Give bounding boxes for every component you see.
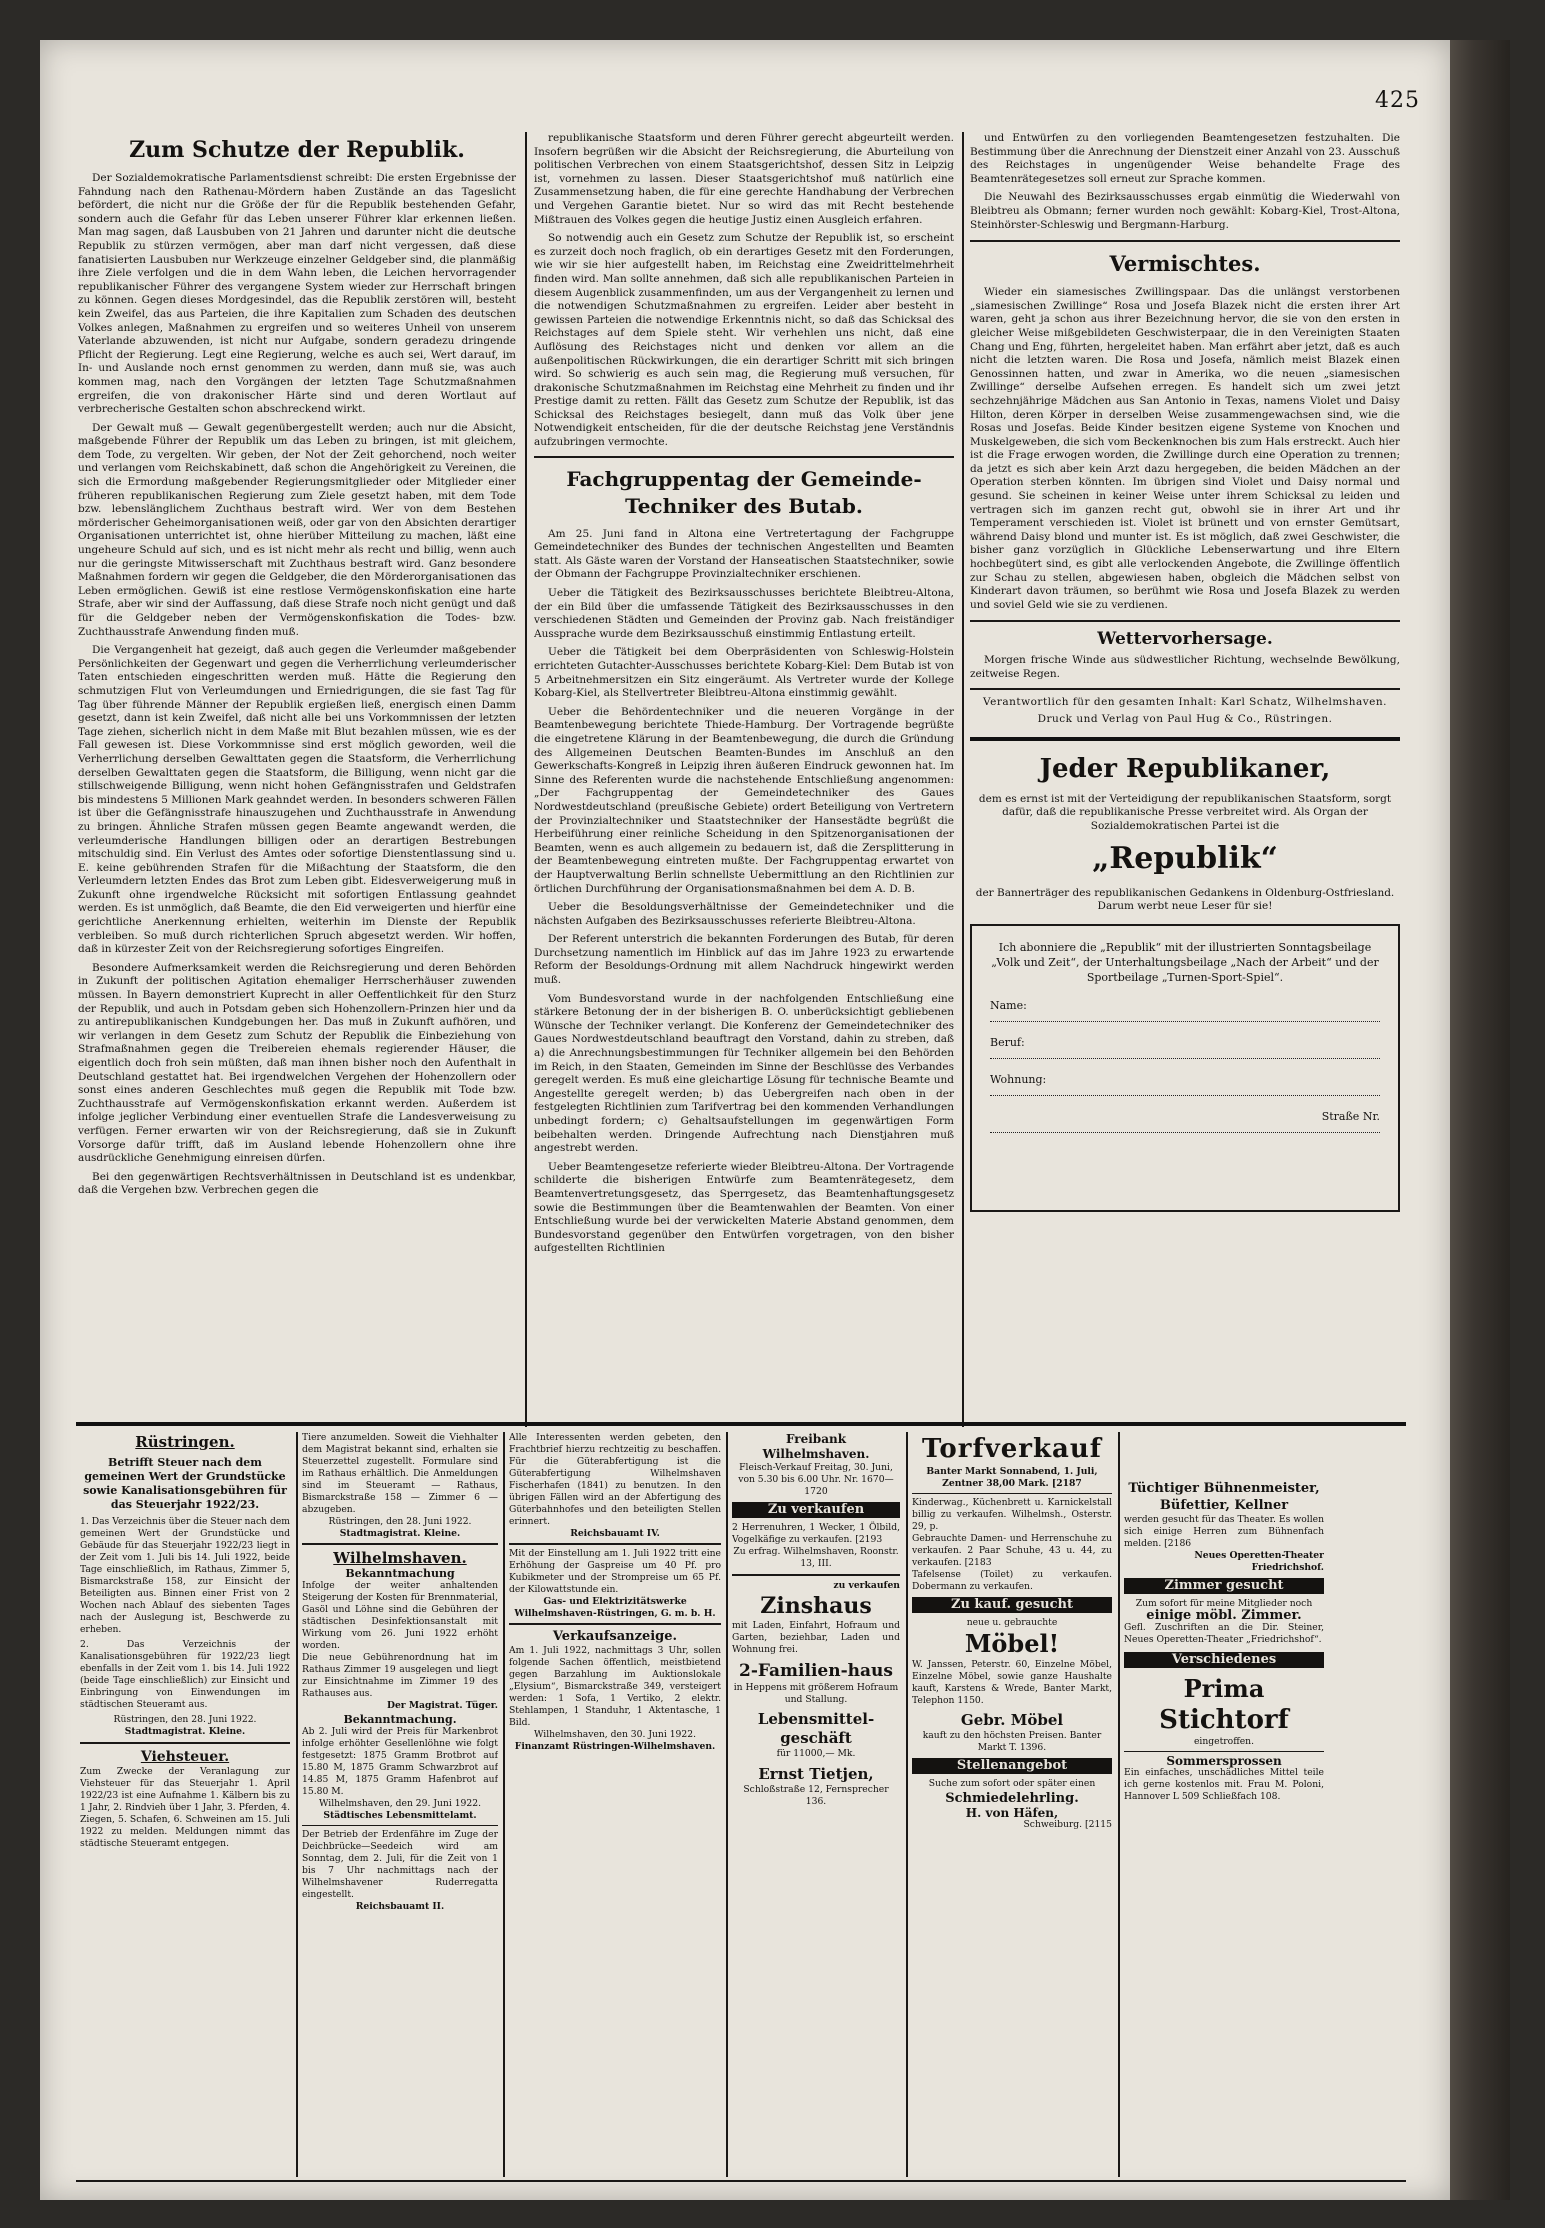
ad-divider <box>906 1432 908 2177</box>
ad-text: Fleisch-Verkauf Freitag, 30. Juni, von 5.30 bis 6.00 Uhr. Nr. 1670—1720 <box>738 1462 894 1497</box>
article-paragraph: Der Sozialdemokratische Parlamentsdienst schreibt: Die ersten Ergebnisse der Fahndung nach den Rathenau-Mördern haben Zustände an das Tageslicht befördert, die nicht nur die Größe der für die Republik bestehenden Gefahr, sondern auch die Gefahr für das Leben unserer Führer klar erkennen ließen. Man mag sagen, daß Lausbuben von 21 Jahren und darunter nicht die deutsche Republik zu stürzen vermögen, aber man darf nicht vergessen, daß diese fanatisierten Lausbuben nur Werkzeuge einzelner Geldgeber sind, die planmäßig ihre Ziele verfolgen und die in dem Wahn leben, die Leichen hervorragender republikanischer Führer des vergangene System wieder zur Herrschaft bringen zu können. Gegen dieses Mordgesindel, das die Republik zerstören will, besteht kein Zweifel, das aus Parteien, die ihre Kapitalien zum Schaden des deutschen Volkes anlegen, Maßnahmen zu ergreifen und so weiteres Unheil von unserem Vaterlande abzuwenden, ist nicht nur Aufgabe, sondern geradezu dringende Pflicht der Regierung. Legt eine Regierung, welche es auch sei, Wert darauf, im In- und Auslande noch ernst genommen zu werden, dann muß sie, was auch kommen mag, nach den Vorgängen der letzten Tage Schutzmaßnahmen ergreifen, die von drakonischer Härte sind und deren Wortlaut auf verbrecherische Gestalten schon abschreckend wirkt. <box>78 172 516 416</box>
ad-address: Schloßstraße 12, Fernsprecher 136. <box>743 1784 889 1807</box>
ad-place-date: Wilhelmshaven, den 29. Juni 1922. <box>318 1798 482 1809</box>
ad-signature: Der Magistrat. Tüger. <box>386 1700 498 1711</box>
ad-text: 2. Das Verzeichnis der Kanalisationsgebühren für 1922/23 liegt ebenfalls in der Zeit vom 1. bis 14. Juli 1922 (beide Tage einschließlich) zur Einsicht und Einbringung von Einwendungen im städtischen Steueramt aus. <box>80 1639 290 1710</box>
ad-place-date: Rüstringen, den 28. Juni 1922. <box>328 1516 472 1527</box>
ad-text: Gebrauchte Damen- und Herrenschuhe zu verkaufen. 2 Paar Schuhe, 43 u. 44, zu verkaufen. [2183 <box>912 1533 1112 1568</box>
article-paragraph: Ueber Beamtengesetze referierte wieder Bleibtreu-Altona. Der Vortragende schilderte die bisherigen Entwürfe zum Beamtenrätegesetz, dem Beamtenvertretungsgesetz, das Sperrgesetz, das Beamtenhaftungsgesetz sowie die Bestimmungen über die Beamtenwahlen der Beamten. Von einer Entschließung wurde bei der verwickelten Materie Abstand genommen, dem Bundesvorstand gegenüber den Entwürfen vorgetragen, von den bisher aufgestellten Richtlinien <box>534 1160 954 1255</box>
ad-text: werden gesucht für das Theater. Es wollen sich einige Herren zum Bühnenfach melden. [2186 <box>1124 1514 1324 1549</box>
ad-title-freibank: Freibank Wilhelmshaven. <box>762 1432 870 1461</box>
form-name-label: Name: <box>990 998 1027 1012</box>
article-column-2 <box>534 132 954 1424</box>
ad-text: Ab 2. Juli wird der Preis für Markenbrot infolge erhöhter Gesellenlöhne wie folgt festgesetzt: 1875 Gramm Brotbrot auf 15.80 M, 1875 Gramm Schwarzbrot auf 14.85 M, 1875 Gramm Hafenbrot auf 15.80 M. <box>302 1726 498 1797</box>
form-beruf-line[interactable] <box>990 1036 1380 1059</box>
ad-title-viehsteuer: Viehsteuer. <box>140 1749 230 1765</box>
ad-signature: Stadtmagistrat. Kleine. <box>124 1726 246 1737</box>
ad-headline-zinshaus: Zinshaus <box>760 1593 872 1619</box>
ad-signature: Stadtmagistrat. Kleine. <box>339 1528 461 1539</box>
column-divider <box>525 132 527 1427</box>
promo-newspaper-name: „Republik“ <box>1092 840 1278 876</box>
ad-text: Alle Interessenten werden gebeten, den Frachtbrief hierzu rechtzeitig zu beschaffen. Für die Güterabfertigung ist die Güterabfertigung Wilhelmshaven Fischerhafen (1841) zu benutzen. In den übrigen Fällen wird an der Abfertigung des Güterbahnhofes und den beteiligten Stellen erinnert. <box>509 1432 721 1527</box>
article-paragraph: Am 25. Juni fand in Altona eine Vertretertagung der Fachgruppe Gemeindetechniker des Bundes der technischen Angestellten und Beamten statt. Als Gäste waren der Vorstand der Hanseatischen Staatstechniker, sowie der Obmann der Fachgruppe Provinzialtechniker erschienen. <box>534 527 954 581</box>
ad-text: eingetroffen. <box>1193 1736 1255 1747</box>
ad-text: in Heppens mit größerem Hofraum und Stallung. <box>733 1682 899 1705</box>
article-paragraph: Ueber die Tätigkeit des Bezirksausschusses berichtete Bleibtreu-Altona, der ein Bild über die umfassende Tätigkeit des Bezirksausschusses in den verschiedenen Städten und Gemeinden der Provinz gab. Nach freiständiger Aussprache wurde dem Bezirksausschuß einstimmig Entlastung erteilt. <box>534 587 954 640</box>
form-wohnung-line[interactable] <box>990 1073 1380 1096</box>
ad-subtitle: zu verkaufen <box>833 1580 900 1591</box>
ad-title-wilhelmshaven: Wilhelmshaven. <box>333 1549 467 1567</box>
section-title-weather: Wettervorhersage. <box>1097 629 1273 650</box>
form-beruf-label: Beruf: <box>990 1035 1025 1049</box>
imprint-editor: Verantwortlich für den gesamten Inhalt: Karl Schatz, Wilhelmshaven. <box>983 695 1387 708</box>
ad-title-verkaufsanzeige: Verkaufsanzeige. <box>552 1629 678 1644</box>
ad-text: Tiere anzumelden. Soweit die Viehhalter dem Magistrat bekannt sind, erhalten sie Steuerzettel zugestellt. Formulare sind im Rathaus erhältlich. Die Anmeldungen sind im Steueramt — Rathaus, Bismarckstraße 158 — Zimmer 6 — abzugeben. <box>302 1432 498 1515</box>
ad-headline-prima: Prima <box>1183 1674 1265 1703</box>
ad-text: Zu erfrag. Wilhelmshaven, Roonstr. 13, III. <box>733 1546 899 1569</box>
ad-column-4 <box>732 1432 900 2177</box>
ad-banner-stellenangebot: Stellenangebot <box>912 1758 1112 1774</box>
ad-text: Mit der Einstellung am 1. Juli 1922 tritt eine Erhöhung der Gaspreise um 40 Pf. pro Kubikmeter und der Strompreise um 65 Pf. der Kilowattstunde ein. <box>509 1548 721 1595</box>
ad-text: Am 1. Juli 1922, nachmittags 3 Uhr, sollen folgende Sachen öffentlich, meistbietend gegen Barzahlung im Auktionslokale „Elysium“, Bismarckstraße 349, versteigert werden: 1 Sofa, 1 Vertiko, 2 elektr. Stehlampen, 1 Standuhr, 1 Aktentasche, 1 Bild. <box>509 1645 721 1728</box>
ad-text: für 11000,— Mk. <box>776 1748 856 1759</box>
form-wohnung-label: Wohnung: <box>990 1072 1047 1086</box>
ad-banner-verschiedenes: Verschiedenes <box>1124 1652 1324 1668</box>
ad-headline-lehrling: Schmiedelehrling. <box>945 1791 1079 1806</box>
article-paragraph: Ueber die Behördentechniker und die neueren Vorgänge in der Beamtenbewegung berichtete Thiede-Hamburg. Der Vortragende begrüßte die eingetretene Klärung in der Beamtenbewegung, die durch die Gründung des Allgemeinen Deutschen Beamten-Bundes im Anschluß an den Gewerkschafts-Kongreß in Leipzig ihren äußeren Eindruck gewonnen hat. Im Sinne des Referenten wurde die nachstehende Entschließung angenommen: „Der Fachgruppentag der Gemeindetechniker des Gaues Nordwestdeutschland (preußische Gebiete) ordert Beteiligung von Vertretern der Provinzialtechniker und Staatstechniker der Hansestädte begrüßt die Herbeiführung einer reinliche Scheidung in den Spitzenorganisationen der Beamten, wenn es auch allgemein zu bedauern ist, daß die Zersplitterung in der Beamtenbewegung eintreten mußte. Der Fachgruppentag erwartet von der Hauptverwaltung Berlin schnellste Uebermittlung an den Richtlinien zur örtlichen Durchführung der Organisationsmaßnahmen bei dem A. D. B. <box>534 705 954 895</box>
article-title-fachgruppentag: Fachgruppentag der Gemeinde-Techniker des Butab. <box>566 466 922 518</box>
ad-text: Infolge der weiter anhaltenden Steigerung der Kosten für Brennmaterial, Gasöl und Löhne sind die Gebühren der städtischen Desinfektionsanstalt mit Wirkung vom 26. Juni 1922 erhöht worden. <box>302 1580 498 1651</box>
ad-text: Tafelsense (Toilet) zu verkaufen. Dobermann zu verkaufen. <box>912 1569 1112 1592</box>
ad-subtitle: Bekanntmachung. <box>343 1713 457 1726</box>
ad-signature: Gas- und Elektrizitätswerke Wilhelmshaven-Rüstringen, G. m. b. H. <box>514 1596 716 1619</box>
article-column-1 <box>78 130 516 1420</box>
ad-place-date: Rüstringen, den 28. Juni 1922. <box>113 1714 257 1725</box>
ad-divider <box>296 1432 298 2177</box>
ad-subtitle: Bekanntmachung <box>345 1567 455 1580</box>
article-paragraph: Der Referent unterstrich die bekannten Forderungen des Butab, für deren Durchsetzung namentlich im Hinblick auf das im Jahre 1923 zu erwartende Reform der Besoldungs-Ordnung mit allem Nachdruck hingewirkt werden muß. <box>534 933 954 987</box>
ad-column-2 <box>302 1432 498 2177</box>
ad-divider <box>1118 1432 1120 2177</box>
ad-divider <box>726 1432 728 2177</box>
promo-text: dem es ernst ist mit der Verteidigung der republikanischen Staatsform, sorgt dafür, daß die republikanische Presse verbreitet wird. Als Organ der Sozialdemokratischen Partei ist die <box>978 792 1392 832</box>
article-paragraph: So notwendig auch ein Gesetz zum Schutze der Republik ist, so erscheint es zurzeit doch noch fraglich, ob ein derartiges Gesetz mit den Forderungen, wie wir sie hier aufgestellt haben, im Reichstag eine Zweidrittelmehrheit finden wird. Man sollte annehmen, daß sich alle republikanischen Parteien in diesem Augenblick zusammenfinden, um aus der Vergangenheit zu lernen und die notwendigen Schutzmaßnahmen zu ergreifen. Leider aber besteht in gewissen Parteien die notwendige Erkenntnis nicht, so daß das Schicksal des Reichstages auf dem Spiele steht. Wir verhehlen uns nicht, daß eine Auflösung des Reichstages nicht und denken vor allem an die außenpolitischen Rückwirkungen, die ein derartiger Schritt mit sich bringen wird. So schwierig es auch sein mag, die Regierung muß versuchen, für drakonische Schutzmaßnahmen im Reichstag eine Mehrheit zu finden und ihr Prestige damit zu retten. Fällt das Gesetz zum Schutze der Republik, ist das Schicksal des Reichstages besiegelt, dann muß das Volk über jene Notwendigkeit entscheiden, für die der deutsche Reichstag jene Verständnis aufzubringen vermochte. <box>534 232 954 449</box>
page-number: 425 <box>1375 88 1420 113</box>
section-title-vermischtes: Vermischtes. <box>1109 251 1261 277</box>
article-title-schutz-republik: Zum Schutze der Republik. <box>129 137 465 163</box>
article-column-3 <box>970 132 1400 1422</box>
ad-section-bottom-rule <box>76 2180 1406 2182</box>
ad-banner-zu-verkaufen: Zu verkaufen <box>732 1502 900 1518</box>
ad-text: kauft zu den höchsten Preisen. Banter Markt T. 1396. <box>922 1730 1102 1753</box>
ad-signature: Reichsbauamt IV. <box>570 1528 660 1539</box>
ad-banner-zu-kaufen-gesucht: Zu kauf. gesucht <box>912 1597 1112 1613</box>
newspaper-page <box>40 40 1450 2200</box>
ad-text: Ein einfaches, unschädliches Mittel teile ich gerne kostenlos mit. Frau M. Poloni, Hannover L 509 Schließfach 108. <box>1124 1767 1324 1802</box>
article-paragraph: und Entwürfen zu den vorliegenden Beamtengesetzen festzuhalten. Die Bestimmung über die Anrechnung der Dienstzeit einer Anzahl von 23. Ausschuß des Reichstages in ungenügender Weise behandelte Frage des Beamtenrätegesetzes soll erneut zur Sprache kommen. <box>970 132 1400 185</box>
article-paragraph: republikanische Staatsform und deren Führer gerecht abgeurteilt werden. Insofern begrüßen wir die Absicht der Reichsregierung, die Aburteilung von politischen Verbrechen von einem Staatsgerichtshof, dessen Sitz in Leipzig ist, vornehmen zu lassen. Dieser Staatsgerichtshof muß natürlich eine Zusammensetzung haben, die für eine gerechte Handhabung der Verbrechen und Vergehen Garantie bietet. Nur so wird das mit Recht bestehende Mißtrauen des Volkes gegen die heutige Justiz einen Ausgleich erfahren. <box>534 132 954 226</box>
ad-subtitle: Neues Operetten-Theater Friedrichshof. <box>1194 1550 1324 1573</box>
promo-text: der Bannerträger des republikanischen Gedankens in Oldenburg-Ostfriesland. Darum werbt neue Leser für sie! <box>975 886 1395 913</box>
ad-text: Zum sofort für meine Mitglieder noch <box>1135 1598 1313 1609</box>
ad-address: Schweiburg. [2115 <box>1023 1819 1112 1830</box>
ad-headline-stellen: Tüchtiger Bühnenmeister, Büfettier, Kellner <box>1128 1481 1320 1513</box>
article-paragraph: Bei den gegenwärtigen Rechtsverhältnissen in Deutschland ist es undenkbar, daß die Vergehen bzw. Verbrechen gegen die <box>78 1170 516 1197</box>
article-paragraph: Vom Bundesvorstand wurde in der nachfolgenden Entschließung eine stärkere Betonung der in der bisherigen B. O. unberücksichtigt gebliebenen Wünsche der Techniker verlangt. Die Konferenz der Gemeindetechniker des Gaues Nordwestdeutschland beauftragt den Vorstand, dahin zu streben, daß a) die Anrechnungsbestimmungen für Techniker allgemein bei den Behörden im Reich, in den Staaten, Gemeinden im Sinne der Beschlüsse des Verbandes geregelt werden. Es muß eine gleichartige Lösung für technische Beamte und Angestellte geregelt werden; b) das Uebergreifen nach oben in der festgelegten Richtlinien zum Tarifvertrag bei den kommenden Verhandlungen unbedingt fordern; c) Gehaltsaufstellungen im gegenwärtigen Form beibehalten werden. Dringende Aufrechtung nach Dienstjahren muß angestrebt werden. <box>534 992 954 1155</box>
article-paragraph: Der Gewalt muß — Gewalt gegenübergestellt werden; auch nur die Absicht, maßgebende Führer der Republik um das Leben zu bringen, ist mit gleichem, dem Tode, zu vergelten. Wir geben, der Not der Zeit gehorchend, noch weiter und verlangen vom Reichskabinett, daß schon die Angehörigkeit zu Vereinen, die sich die Ermordung maßgebender Regierungsmitglieder oder Mitglieder einer früheren republikanischen Regierung zum Ziele gesetzt haben, mit dem Tode bzw. lebenslänglichem Zuchthaus bestraft wird. Wer von dem Bestehen mörderischer Geheimorganisationen weiß, oder gar von den Absichten derartiger Organisationen unterrichtet ist, ohne hierüber Mitteilung zu machen, läßt eine ungeheure Schuld auf sich, und es ist nicht mehr als recht und billig, wenn auch nur die geringste Mitwisserschaft mit Zuchthaus bestraft wird. Ganz besondere Maßnahmen fordern wir gegen die Geldgeber, die den Mörderorganisationen das Leben ermöglichen. Gewiß ist eine restlose Vermögenskonfiskation eine harte Strafe, aber wir sind der Auffassung, daß diese Strafe noch nicht genügt und daß für die Geldgeber neben der Vermögenskonfiskation die Todes- bzw. Zuchthausstrafe Anwendung finden muß. <box>78 421 516 638</box>
ad-headline-zimmer: einige möbl. Zimmer. <box>1146 1608 1302 1623</box>
column-divider <box>962 132 964 1427</box>
article-paragraph: Wieder ein siamesisches Zwillingspaar. Das die unlängst verstorbenen „siamesischen Zwillinge“ Rosa und Josefa Blazek nicht die ersten ihrer Art waren, geht ja schon aus ihrer Bezeichnung hervor, die sie von den ersten in gleicher Weise mißgebildeten Geschwisterpaar, die in den Vereinigten Staaten Chang und Eng, führten, hergeleitet haben. Man erfährt aber jetzt, daß es auch nicht die letzten waren. Die Rosa und Josefa, nämlich meist Blazek einen Genossinnen hatten, und zwar in Amerika, wo die neuen „siamesischen Zwillinge“ derselbe Aufsehen erregen. Es handelt sich um zwei jetzt sechzehnjährige Mädchen aus San Antonio in Texas, namens Violet und Daisy Hilton, deren Körper in derselben Weise zusammengewachsen sind, wie die Rosas und Josefas. Beide Kinder besitzen eigene Systeme von Knochen und Muskelgeweben, die sich vom Beckenknochen bis zum Hals erstreckt. Auch hier ist die Frage erwogen worden, die Zwillinge durch eine Operation zu trennen; da jetzt es sich aber kein Arzt dazu hergegeben, die beiden Mädchen an der Operation sterben könnten. Im übrigen sind Violet und Daisy normal und gesund. Sie scheinen in keiner Weise unter ihrem Schicksal zu leiden und vertragen sich im ganzen recht gut, obwohl sie in ihrer Art und ihr Temperament verschieden ist. Violet ist brünett und von ernster Gemütsart, während Daisy blond und munter ist. Es ist möglich, daß zwei Geschwister, die bisher ganz vorzüglich in Glückliche Lebenserwartung und ihre Eltern hochbegütert sind, es gibt alle verlockenden Angebote, die Zwillinge öffentlich zur Schau zu stellen, abgewiesen haben, obgleich die Mädchen selbst von Kinderart davon träumen, so berühmt wie Rosa und Josefa Blazek zu werden und soviel Geld wie sie zu verdienen. <box>970 286 1400 611</box>
ad-subtitle-steuer: Betrifft Steuer nach dem gemeinen Wert der Grundstücke sowie Kanalisationsgebühren für das Steuerjahr 1922/23. <box>83 1456 287 1511</box>
book-binding-edge <box>1450 40 1510 2200</box>
ad-banner-zimmer-gesucht: Zimmer gesucht <box>1124 1578 1324 1594</box>
form-street-label: Straße Nr. <box>1321 1109 1380 1123</box>
ad-text: Der Betrieb der Erdenfähre im Zuge der Deichbrücke—Seedeich wird am Sonntag, dem 2. Juli, für die Zeit von 1 bis 7 Uhr nachmittags nach der Wilhelmshavener Ruderregatta eingestellt. <box>302 1829 498 1900</box>
ad-text: 1. Das Verzeichnis über die Steuer nach dem gemeinen Wert der Grundstücke und Gebäude für das Steuerjahr 1922/23 liegt in der Zeit vom 1. Juli bis 14. Juli 1922, beide Tage einschließlich, im Rathaus, Zimmer 5, Bismarckstraße 158, zur Einsicht der Beteiligten aus. Binnen einer Frist von 2 Wochen nach Ablauf des siebenten Tages nach der Auslegung ist, Beschwerde zu erheben. <box>80 1516 290 1635</box>
promo-title: Jeder Republikaner, <box>1039 753 1331 784</box>
article-paragraph: Ueber die Tätigkeit bei dem Oberpräsidenten von Schleswig-Holstein errichteten Gutachter-Ausschusses berichtete Kobarg-Kiel: Dem Butab ist von 5 Arbeitnehmersitzen ein Sitz eingeräumt. Als Vertreter wurde der Kollege Kobarg-Kiel, als Stellvertreter Bleibtreu-Altona einstimmig gewählt. <box>534 646 954 700</box>
article-paragraph: Die Vergangenheit hat gezeigt, daß auch gegen die Verleumder maßgebender Persönlichkeiten der Gegenwart und gegen die Verherrlichung verleumderischer Taten entschieden eingeschritten werden muß. Hätte die Regierung den schmutzigen Flut von Verleumdungen und Erniedrigungen, die sie fast Tag für Tag über führende Männer der Republik ergießen ließ, energisch einen Damm gesetzt, dann ist kein Zweifel, daß nicht alle bei uns Vorkommnissen der letzten Tage ziehen, sicherlich nicht in dem Maße mit Blut bezahlen müssen, wie es der Fall gewesen ist. Diese Vorkommnisse sind erst möglich geworden, weil die Verherrlichung derselben Gewalttaten gegen die Staatsform, die Verherrlichung derselben Gewalttaten gegen die Staatsform, die Billigung, wenn nicht gar die stillschweigende Billigung, wenn nicht hohen Gefängnisstrafen und Geldstrafen bis mindestens 5 Millionen Mark geahndet werden. In besonders schweren Fällen ist über die Gefängnisstrafe hinauszugehen und Zuchthausstrafe in Anwendung zu bringen. Ähnliche Strafen müssen gegen Beamte angewandt werden, die verleumderische Handlungen billigen oder an derartigen Bestrebungen mitschuldig sind. Ein Verlust des Amtes oder sofortige Dienstentlassung sind u. E. keine gebührenden Strafen für die Mißachtung der Staatsform, die den Verleumdern letzten Endes das Brot zum Leben gibt. Eidesverweigerung muß in Zukunft ohne irgendwelche Rücksicht mit sofortigen Entlassung geahndet werden. Es ist unmöglich, daß Beamte, die den Eid verweigerten und hierfür eine gerichtliche Anerkennung erhielten, weiterhin im Dienste der Republik verbleiben. So muß durch richterlichen Spruch abgesetzt werden. Wir hoffen, daß in kürzester Zeit von der Reichsregierung sofortiges Eingreifen. <box>78 644 516 956</box>
ad-advertiser-name: Ernst Tietjen, <box>758 1765 874 1783</box>
subscription-form <box>970 924 1400 1212</box>
ad-column-3 <box>509 1432 721 2177</box>
ad-signature: Finanzamt Rüstringen-Wilhelmshaven. <box>514 1741 716 1752</box>
ad-text: Suche zum sofort oder später einen <box>928 1778 1096 1789</box>
ad-section-top-rule <box>76 1422 1406 1426</box>
ad-divider <box>503 1432 505 2177</box>
ad-headline-gebr-moebel: Gebr. Möbel <box>960 1711 1064 1729</box>
ad-text: Gefl. Zuschriften an die Dir. Steiner, Neues Operetten-Theater „Friedrichshof“. <box>1124 1622 1324 1645</box>
ad-title-ruestringen: Rüstringen. <box>135 1433 235 1451</box>
ad-headline-torfverkauf: Torfverkauf <box>922 1434 1102 1464</box>
article-paragraph: Die Neuwahl des Bezirksausschusses ergab einmütig die Wiederwahl von Bleibtreu als Obmann; ferner wurden noch gewählt: Kobarg-Kiel, Trost-Altona, Steinhörster-Schleswig und Bergmann-Harburg. <box>970 191 1400 231</box>
ad-text: W. Janssen, Peterstr. 60, Einzelne Möbel, Einzelne Möbel, sowie ganze Haushalte kauft, Karstens & Wrede, Banter Markt, Telephon 1150. <box>912 1659 1112 1706</box>
form-street-line[interactable] <box>990 1110 1380 1133</box>
ad-headline-familienhaus: 2-Familien-haus <box>739 1661 893 1681</box>
ad-text: Die neue Gebührenordnung hat im Rathaus Zimmer 19 ausgelegen und liegt zur Einsichtnahme im Zimmer 19 des Rathauses aus. <box>302 1652 498 1699</box>
ad-text: Zum Zwecke der Veranlagung zur Viehsteuer für das Steuerjahr 1. April 1922/23 ist eine Aufnahme 1. Kälbern bis zu 1 Jahr, 2. Rindvieh über 1 Jahr, 3. Pferden, 4. Ziegen, 5. Schafen, 6. Schweinen am 15. Juli 1922 zu melden. Meldungen nimmt das städtische Steueramt entgegen. <box>80 1766 290 1849</box>
subscription-intro: Ich abonniere die „Republik“ mit der illustrierten Sonntagsbeilage „Volk und Zeit“, der Unterhaltungsbeilage „Nach der Arbeit“ und der Sportbeilage „Turnen-Sport-Spiel“. <box>991 940 1379 984</box>
ad-column-1 <box>80 1432 290 2177</box>
ad-headline-sommersprossen: Sommersprossen <box>1166 1754 1282 1768</box>
ad-column-6 <box>1124 1480 1324 2177</box>
ad-signature: Städtisches Lebensmittelamt. <box>323 1810 477 1821</box>
article-paragraph: Ueber die Besoldungsverhältnisse der Gemeindetechniker und die nächsten Aufgaben des Bezirksausschusses referierte Bleibtreu-Altona. <box>534 901 954 927</box>
weather-text: Morgen frische Winde aus südwestlicher Richtung, wechselnde Bewölkung, zeitweise Regen. <box>970 654 1400 680</box>
ad-column-5 <box>912 1432 1112 2177</box>
ad-text: Kinderwag., Küchenbrett u. Karnickelstall billig zu verkaufen. Wilhelmsh., Osterstr. 29, p. <box>912 1497 1112 1532</box>
ad-signature: Reichsbauamt II. <box>355 1901 445 1912</box>
form-name-line[interactable] <box>990 999 1380 1022</box>
ad-headline-lebensmittel: Lebensmittel-geschäft <box>757 1710 875 1747</box>
ad-headline-stichtorf: Stichtorf <box>1159 1705 1289 1735</box>
ad-headline-moebel: Möbel! <box>964 1629 1060 1658</box>
imprint-publisher: Druck und Verlag von Paul Hug & Co., Rüstringen. <box>1037 713 1333 726</box>
ad-text: neue u. gebrauchte <box>966 1617 1058 1628</box>
ad-text: Banter Markt Sonnabend, 1. Juli, Zentner 38,00 Mark. [2187 <box>926 1466 1098 1489</box>
ad-text: 2 Herrenuhren, 1 Wecker, 1 Ölbild, Vogelkäfige zu verkaufen. [2193 <box>732 1522 900 1545</box>
ad-text: mit Laden, Einfahrt, Hofraum und Garten, beziehbar, Laden und Wohnung frei. <box>732 1620 900 1655</box>
ad-advertiser-name: H. von Häfen, <box>965 1806 1059 1820</box>
article-paragraph: Besondere Aufmerksamkeit werden die Reichsregierung und deren Behörden in Zukunft der politischen Agitation ehemaliger Herrscherhäuser zuwenden müssen. In Bayern demonstriert Kuprecht in aller Oeffentlichkeit für den Sturz der Republik, und auch in Potsdam geben sich Hohenzollern-Prinzen hier und da zu antirepublikanischen Kundgebungen her. Das muß in Zukunft aufhören, und wir verlangen in dem Gesetz zum Schutz der Republik die Einbeziehung von Strafmaßnahmen gegen die Treibereien ehemals regierender Häuser, die eigentlich doch froh sein müßten, daß man ihnen bisher noch den Aufenthalt in Deutschland gestattet hat. Bei irgendwelchen Vergehen der Hohenzollern oder sonst eines anderen Geschlechtes muß gegen die Republik mit Tode bzw. Zuchthausstrafe auf Vermögenskonfiskation erkannt werden. Außerdem ist infolge jeglicher Verbindung einer eventuellen Strafe die Landesverweisung zu verfügen. Ferner erwarten wir von der Reichsregierung, daß sie in Zukunft Vorsorge dafür trifft, daß im Ausland lebende Hohenzollern ohne ihre ausdrückliche Genehmigung einreisen dürfen. <box>78 961 516 1165</box>
ad-place-date: Wilhelmshaven, den 30. Juni 1922. <box>533 1729 697 1740</box>
